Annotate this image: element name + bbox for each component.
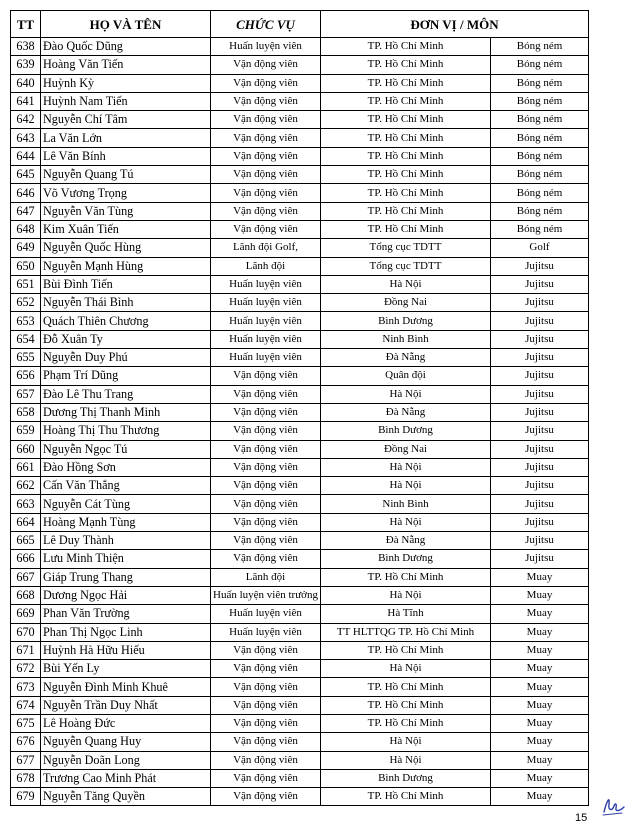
position-cell: Lãnh đội [211, 257, 321, 275]
person-name-cell: Giáp Trung Thang [41, 568, 211, 586]
row-number-cell: 673 [11, 678, 41, 696]
table-header-row [11, 11, 589, 38]
row-number-cell: 658 [11, 403, 41, 421]
table-body [11, 38, 589, 806]
row-number-cell: 640 [11, 74, 41, 92]
person-name-cell: Nguyễn Ngọc Tú [41, 440, 211, 458]
row-number-cell: 670 [11, 623, 41, 641]
unit-cell: TT HLTTQG TP. Hồ Chí Minh [321, 623, 491, 641]
table-row [11, 477, 589, 495]
sport-cell: Jujitsu [491, 349, 589, 367]
table-row [11, 733, 589, 751]
row-number-cell: 649 [11, 239, 41, 257]
unit-cell: Hà Nội [321, 513, 491, 531]
table-row [11, 111, 589, 129]
position-cell: Vận động viên [211, 788, 321, 806]
row-number-cell: 664 [11, 513, 41, 531]
row-number-cell: 672 [11, 660, 41, 678]
unit-cell: Ninh Bình [321, 495, 491, 513]
row-number-cell: 657 [11, 385, 41, 403]
table-row [11, 56, 589, 74]
position-cell: Vận động viên [211, 696, 321, 714]
row-number-cell: 659 [11, 422, 41, 440]
unit-cell: Bình Dương [321, 550, 491, 568]
table-row [11, 696, 589, 714]
unit-cell: Hà Nội [321, 275, 491, 293]
unit-cell: Đà Nẵng [321, 403, 491, 421]
table-row [11, 257, 589, 275]
table-row [11, 294, 589, 312]
sport-cell: Jujitsu [491, 440, 589, 458]
table-row [11, 349, 589, 367]
table-row [11, 513, 589, 531]
person-name-cell: Quách Thiên Chương [41, 312, 211, 330]
unit-cell: TP. Hồ Chí Minh [321, 220, 491, 238]
unit-cell: TP. Hồ Chí Minh [321, 696, 491, 714]
position-cell: Vận động viên [211, 751, 321, 769]
sport-cell: Jujitsu [491, 367, 589, 385]
sport-cell: Jujitsu [491, 403, 589, 421]
person-name-cell: Dương Ngọc Hải [41, 586, 211, 604]
unit-cell: Hà Nội [321, 477, 491, 495]
row-number-cell: 662 [11, 477, 41, 495]
position-cell: Lãnh đội [211, 568, 321, 586]
unit-cell: Bình Dương [321, 769, 491, 787]
sport-cell: Muay [491, 568, 589, 586]
person-name-cell: Lưu Minh Thiện [41, 550, 211, 568]
unit-cell: TP. Hồ Chí Minh [321, 184, 491, 202]
row-number-cell: 661 [11, 458, 41, 476]
unit-cell: Hà Nội [321, 586, 491, 604]
person-name-cell: Đào Lê Thu Trang [41, 385, 211, 403]
sport-cell: Bóng ném [491, 38, 589, 56]
sport-cell: Muay [491, 678, 589, 696]
unit-cell: Quân đội [321, 367, 491, 385]
table-row [11, 220, 589, 238]
table-row [11, 714, 589, 732]
person-name-cell: Dương Thị Thanh Minh [41, 403, 211, 421]
sport-cell: Jujitsu [491, 532, 589, 550]
row-number-cell: 646 [11, 184, 41, 202]
person-name-cell: Nguyễn Doãn Long [41, 751, 211, 769]
table-row [11, 623, 589, 641]
person-name-cell: Phạm Trí Dũng [41, 367, 211, 385]
person-name-cell: Huỳnh Hà Hữu Hiếu [41, 641, 211, 659]
person-name-cell: Lê Duy Thành [41, 532, 211, 550]
position-cell: Huấn luyện viên [211, 349, 321, 367]
unit-cell: TP. Hồ Chí Minh [321, 714, 491, 732]
sport-cell: Jujitsu [491, 275, 589, 293]
position-cell: Huấn luyện viên [211, 312, 321, 330]
signature-icon [598, 790, 628, 820]
header-unit-sport: ĐƠN VỊ / MÔN [321, 11, 589, 38]
position-cell: Vận động viên [211, 56, 321, 74]
position-cell: Vận động viên [211, 458, 321, 476]
sport-cell: Jujitsu [491, 477, 589, 495]
row-number-cell: 663 [11, 495, 41, 513]
person-name-cell: Nguyễn Văn Tùng [41, 202, 211, 220]
person-name-cell: Hoàng Văn Tiến [41, 56, 211, 74]
unit-cell: Tổng cục TDTT [321, 239, 491, 257]
table-row [11, 586, 589, 604]
sport-cell: Jujitsu [491, 385, 589, 403]
table-row [11, 239, 589, 257]
person-name-cell: Lê Văn Bính [41, 147, 211, 165]
table-row [11, 422, 589, 440]
unit-cell: TP. Hồ Chí Minh [321, 74, 491, 92]
person-name-cell: Nguyễn Cát Tùng [41, 495, 211, 513]
row-number-cell: 647 [11, 202, 41, 220]
table-row [11, 660, 589, 678]
unit-cell: Hà Nội [321, 733, 491, 751]
sport-cell: Jujitsu [491, 257, 589, 275]
position-cell: Vận động viên [211, 532, 321, 550]
table-row [11, 641, 589, 659]
unit-cell: Hà Nội [321, 751, 491, 769]
person-name-cell: Nguyễn Quốc Hùng [41, 239, 211, 257]
sport-cell: Bóng ném [491, 129, 589, 147]
unit-cell: Đà Nẵng [321, 532, 491, 550]
position-cell: Vận động viên [211, 714, 321, 732]
unit-cell: TP. Hồ Chí Minh [321, 147, 491, 165]
position-cell: Vận động viên [211, 403, 321, 421]
person-name-cell: Trương Cao Minh Phát [41, 769, 211, 787]
unit-cell: Hà Nội [321, 458, 491, 476]
sport-cell: Muay [491, 714, 589, 732]
table-row [11, 92, 589, 110]
sport-cell: Bóng ném [491, 166, 589, 184]
position-cell: Lãnh đội Golf, [211, 239, 321, 257]
sport-cell: Muay [491, 788, 589, 806]
position-cell: Vận động viên [211, 513, 321, 531]
row-number-cell: 641 [11, 92, 41, 110]
person-name-cell: Võ Vương Trọng [41, 184, 211, 202]
position-cell: Vận động viên [211, 220, 321, 238]
table-row [11, 458, 589, 476]
sport-cell: Bóng ném [491, 202, 589, 220]
position-cell: Vận động viên [211, 202, 321, 220]
unit-cell: Hà Tĩnh [321, 605, 491, 623]
person-name-cell: Nguyễn Trần Duy Nhất [41, 696, 211, 714]
position-cell: Vận động viên [211, 733, 321, 751]
unit-cell: Ninh Bình [321, 330, 491, 348]
position-cell: Vận động viên [211, 147, 321, 165]
row-number-cell: 648 [11, 220, 41, 238]
person-name-cell: Nguyễn Quang Huy [41, 733, 211, 751]
header-position: CHỨC VỤ [211, 11, 321, 38]
sport-cell: Bóng ném [491, 184, 589, 202]
person-name-cell: Nguyễn Chí Tâm [41, 111, 211, 129]
position-cell: Vận động viên [211, 92, 321, 110]
unit-cell: TP. Hồ Chí Minh [321, 166, 491, 184]
position-cell: Vận động viên [211, 184, 321, 202]
row-number-cell: 656 [11, 367, 41, 385]
position-cell: Vận động viên [211, 495, 321, 513]
row-number-cell: 669 [11, 605, 41, 623]
sport-cell: Bóng ném [491, 74, 589, 92]
unit-cell: TP. Hồ Chí Minh [321, 129, 491, 147]
row-number-cell: 679 [11, 788, 41, 806]
row-number-cell: 653 [11, 312, 41, 330]
sport-cell: Jujitsu [491, 495, 589, 513]
sport-cell: Jujitsu [491, 550, 589, 568]
header-name: HỌ VÀ TÊN [41, 11, 211, 38]
sport-cell: Muay [491, 586, 589, 604]
table-row [11, 367, 589, 385]
person-name-cell: Nguyễn Mạnh Hùng [41, 257, 211, 275]
person-name-cell: Bùi Yến Ly [41, 660, 211, 678]
sport-cell: Jujitsu [491, 422, 589, 440]
table-row [11, 275, 589, 293]
unit-cell: TP. Hồ Chí Minh [321, 641, 491, 659]
unit-cell: Bình Dương [321, 422, 491, 440]
unit-cell: TP. Hồ Chí Minh [321, 568, 491, 586]
position-cell: Vận động viên [211, 367, 321, 385]
person-name-cell: Nguyễn Thái Bình [41, 294, 211, 312]
header-tt: TT [11, 11, 41, 38]
person-name-cell: Hoàng Thị Thu Thương [41, 422, 211, 440]
row-number-cell: 665 [11, 532, 41, 550]
page-number: 15 [575, 812, 588, 824]
unit-cell: Hà Nội [321, 660, 491, 678]
unit-cell: Đồng Nai [321, 440, 491, 458]
person-name-cell: Phan Thị Ngọc Linh [41, 623, 211, 641]
person-name-cell: Huỳnh Kỳ [41, 74, 211, 92]
unit-cell: TP. Hồ Chí Minh [321, 202, 491, 220]
row-number-cell: 651 [11, 275, 41, 293]
person-name-cell: Hoàng Mạnh Tùng [41, 513, 211, 531]
person-name-cell: Nguyễn Quang Tú [41, 166, 211, 184]
table-row [11, 568, 589, 586]
person-name-cell: Nguyễn Đình Minh Khuê [41, 678, 211, 696]
position-cell: Vận động viên [211, 550, 321, 568]
sport-cell: Muay [491, 769, 589, 787]
table-row [11, 605, 589, 623]
sport-cell: Jujitsu [491, 513, 589, 531]
table-row [11, 166, 589, 184]
row-number-cell: 678 [11, 769, 41, 787]
table-row [11, 440, 589, 458]
position-cell: Vận động viên [211, 166, 321, 184]
position-cell: Huấn luyện viên [211, 605, 321, 623]
sport-cell: Golf [491, 239, 589, 257]
sport-cell: Muay [491, 641, 589, 659]
unit-cell: TP. Hồ Chí Minh [321, 788, 491, 806]
position-cell: Vận động viên [211, 74, 321, 92]
person-name-cell: La Văn Lớn [41, 129, 211, 147]
row-number-cell: 667 [11, 568, 41, 586]
row-number-cell: 660 [11, 440, 41, 458]
sport-cell: Muay [491, 751, 589, 769]
table-row [11, 184, 589, 202]
person-name-cell: Cấn Văn Thắng [41, 477, 211, 495]
position-cell: Huấn luyện viên [211, 623, 321, 641]
sport-cell: Muay [491, 623, 589, 641]
person-name-cell: Nguyễn Tăng Quyền [41, 788, 211, 806]
person-name-cell: Lê Hoàng Đức [41, 714, 211, 732]
row-number-cell: 643 [11, 129, 41, 147]
position-cell: Vận động viên [211, 660, 321, 678]
position-cell: Huấn luyện viên trưởng [211, 586, 321, 604]
row-number-cell: 644 [11, 147, 41, 165]
sport-cell: Bóng ném [491, 111, 589, 129]
position-cell: Vận động viên [211, 477, 321, 495]
person-name-cell: Huỳnh Nam Tiến [41, 92, 211, 110]
position-cell: Vận động viên [211, 111, 321, 129]
table-row [11, 532, 589, 550]
position-cell: Huấn luyện viên [211, 294, 321, 312]
table-row [11, 550, 589, 568]
position-cell: Huấn luyện viên [211, 275, 321, 293]
person-name-cell: Đào Hồng Sơn [41, 458, 211, 476]
athlete-roster-table [10, 10, 589, 806]
table-row [11, 147, 589, 165]
row-number-cell: 645 [11, 166, 41, 184]
sport-cell: Muay [491, 696, 589, 714]
sport-cell: Jujitsu [491, 458, 589, 476]
row-number-cell: 652 [11, 294, 41, 312]
sport-cell: Muay [491, 660, 589, 678]
person-name-cell: Đào Quốc Dũng [41, 38, 211, 56]
person-name-cell: Đỗ Xuân Ty [41, 330, 211, 348]
table-row [11, 129, 589, 147]
sport-cell: Jujitsu [491, 312, 589, 330]
row-number-cell: 674 [11, 696, 41, 714]
sport-cell: Jujitsu [491, 294, 589, 312]
position-cell: Huấn luyện viên [211, 330, 321, 348]
table-row [11, 312, 589, 330]
unit-cell: Đồng Nai [321, 294, 491, 312]
unit-cell: Bình Dương [321, 312, 491, 330]
row-number-cell: 671 [11, 641, 41, 659]
row-number-cell: 675 [11, 714, 41, 732]
position-cell: Vận động viên [211, 129, 321, 147]
row-number-cell: 639 [11, 56, 41, 74]
table-row [11, 751, 589, 769]
position-cell: Huấn luyện viên [211, 38, 321, 56]
unit-cell: TP. Hồ Chí Minh [321, 56, 491, 74]
row-number-cell: 676 [11, 733, 41, 751]
unit-cell: Hà Nội [321, 385, 491, 403]
unit-cell: Đà Nẵng [321, 349, 491, 367]
unit-cell: TP. Hồ Chí Minh [321, 678, 491, 696]
position-cell: Vận động viên [211, 385, 321, 403]
sport-cell: Jujitsu [491, 330, 589, 348]
row-number-cell: 642 [11, 111, 41, 129]
unit-cell: TP. Hồ Chí Minh [321, 111, 491, 129]
row-number-cell: 654 [11, 330, 41, 348]
unit-cell: TP. Hồ Chí Minh [321, 92, 491, 110]
table-row [11, 385, 589, 403]
person-name-cell: Phan Văn Trường [41, 605, 211, 623]
table-row [11, 788, 589, 806]
sport-cell: Bóng ném [491, 220, 589, 238]
position-cell: Vận động viên [211, 440, 321, 458]
row-number-cell: 677 [11, 751, 41, 769]
sport-cell: Muay [491, 733, 589, 751]
table-row [11, 330, 589, 348]
row-number-cell: 638 [11, 38, 41, 56]
table-row [11, 678, 589, 696]
table-row [11, 38, 589, 56]
person-name-cell: Bùi Đình Tiến [41, 275, 211, 293]
table-row [11, 769, 589, 787]
person-name-cell: Kim Xuân Tiến [41, 220, 211, 238]
sport-cell: Muay [491, 605, 589, 623]
unit-cell: TP. Hồ Chí Minh [321, 38, 491, 56]
table-row [11, 74, 589, 92]
row-number-cell: 650 [11, 257, 41, 275]
table-row [11, 403, 589, 421]
table-row [11, 202, 589, 220]
position-cell: Vận động viên [211, 422, 321, 440]
row-number-cell: 655 [11, 349, 41, 367]
position-cell: Vận động viên [211, 769, 321, 787]
sport-cell: Bóng ném [491, 56, 589, 74]
position-cell: Vận động viên [211, 641, 321, 659]
sport-cell: Bóng ném [491, 147, 589, 165]
row-number-cell: 666 [11, 550, 41, 568]
unit-cell: Tổng cục TDTT [321, 257, 491, 275]
position-cell: Vận động viên [211, 678, 321, 696]
row-number-cell: 668 [11, 586, 41, 604]
person-name-cell: Nguyễn Duy Phú [41, 349, 211, 367]
table-row [11, 495, 589, 513]
sport-cell: Bóng ném [491, 92, 589, 110]
